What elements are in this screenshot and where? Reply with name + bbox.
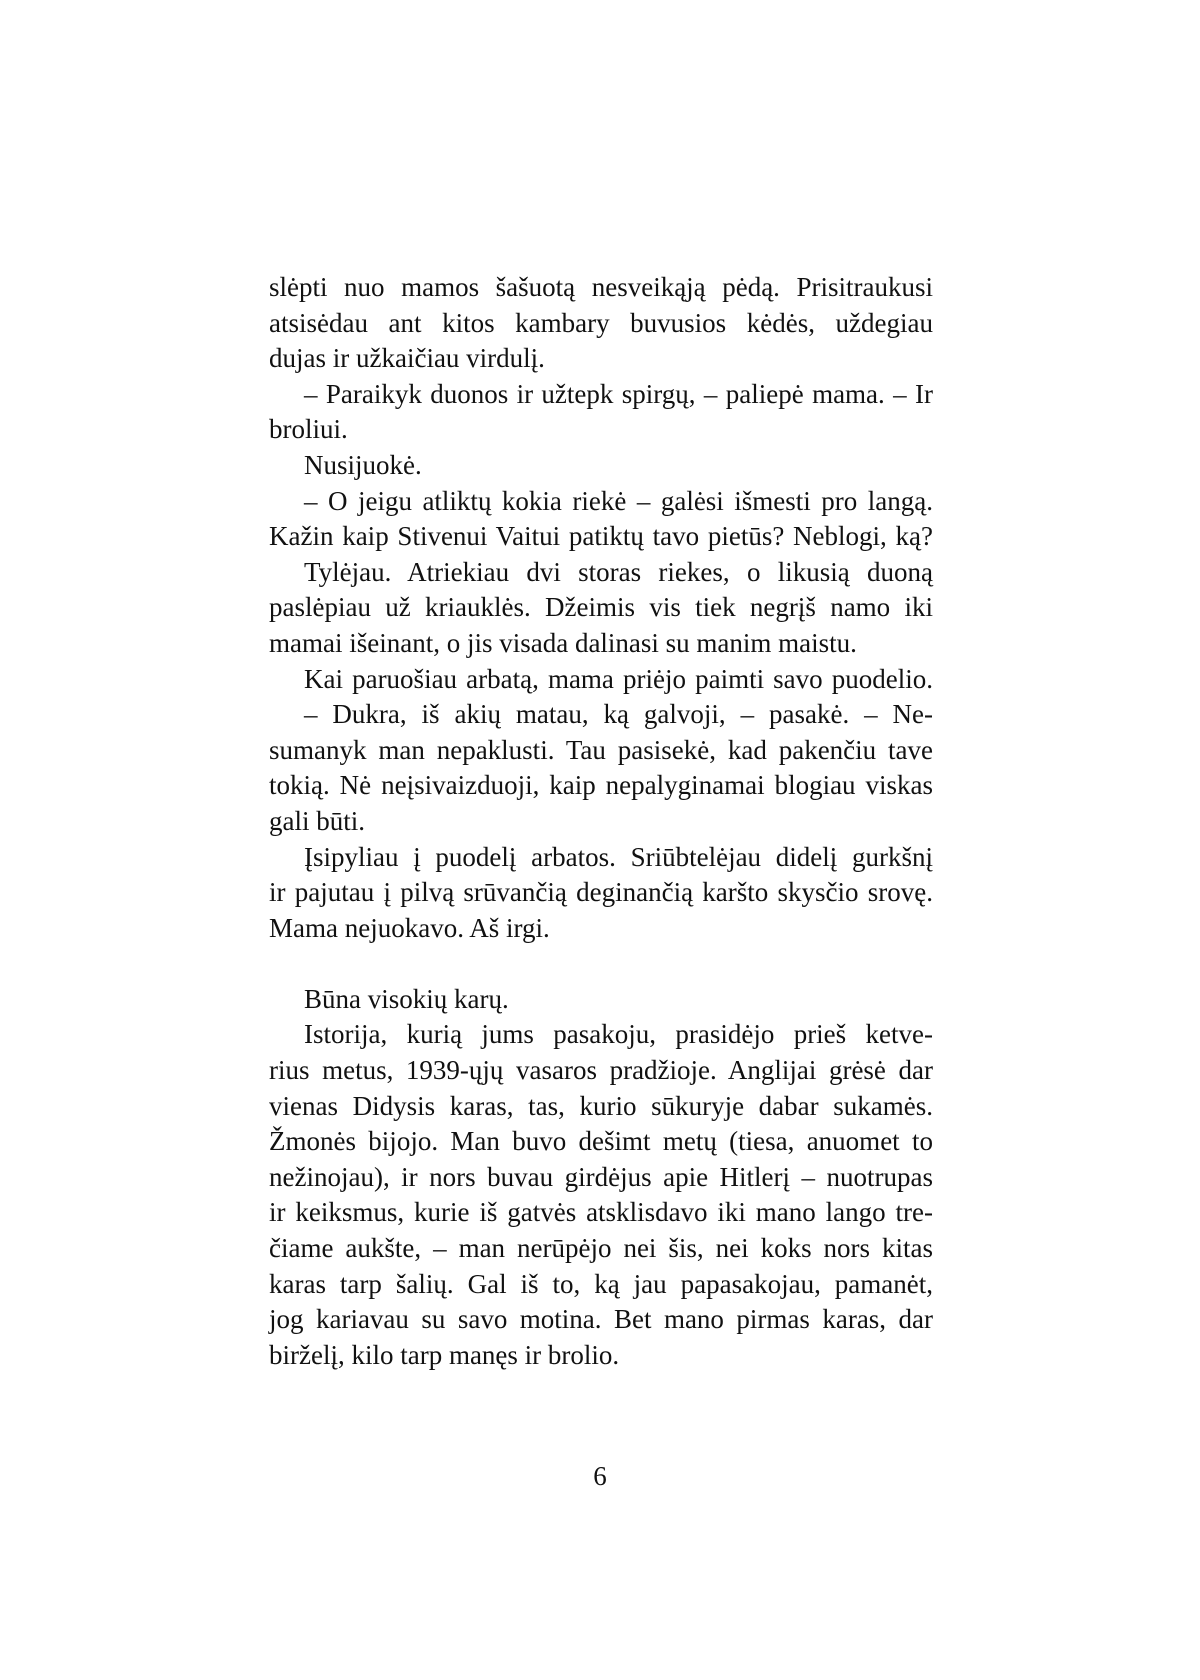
- text-line: gali būti.: [269, 805, 365, 836]
- text-line: Kažin kaip Stivenui Vaitui patiktų tavo pietūs? Neblogi, ką?: [269, 521, 933, 552]
- text-line: rius metus, 1939-ųjų vasaros pradžioje. Anglijai grėsė dar: [269, 1055, 933, 1086]
- text-line: broliui.: [269, 414, 348, 445]
- text-line: jog kariavau su savo motina. Bet mano pirmas karas, dar: [269, 1304, 933, 1335]
- text-line: dujas ir užkaičiau virdulį.: [269, 343, 545, 374]
- text-line: Žmonės bijojo. Man buvo dešimt metų (tiesa, anuomet to: [269, 1126, 933, 1157]
- text-line: sumanyk man nepaklusti. Tau pasisekė, kad pakenčiu tave: [269, 734, 933, 765]
- text-line: Tylėjau. Atriekiau dvi storas riekes, o likusią duoną: [304, 556, 933, 587]
- text-line: Įsipyliau į puodelį arbatos. Sriūbtelėjau didelį gurkšnį: [304, 841, 933, 872]
- text-line: – O jeigu atliktų kokia riekė – galėsi išmesti pro langą.: [304, 485, 933, 516]
- text-line: karas tarp šalių. Gal iš to, ką jau papasakojau, pamanėt,: [269, 1268, 933, 1299]
- text-line: vienas Didysis karas, tas, kurio sūkuryje dabar sukamės.: [269, 1090, 933, 1121]
- text-line: – Dukra, iš akių matau, ką galvoji, – pasakė. – Ne-: [304, 699, 933, 730]
- body-text: [269, 270, 933, 1373]
- text-line: ir pajutau į pilvą srūvančią deginančią karšto skysčio srovę.: [269, 877, 933, 908]
- text-line: – Paraikyk duonos ir užtepk spirgų, – paliepė mama. – Ir: [304, 378, 933, 409]
- text-line: birželį, kilo tarp manęs ir brolio.: [269, 1339, 620, 1370]
- text-line: Nusijuokė.: [304, 449, 422, 480]
- text-line: paslėpiau už kriauklės. Džeimis vis tiek negrįš namo iki: [269, 592, 933, 623]
- text-line: atsisėdau ant kitos kambary buvusios kėdės, uždegiau: [269, 307, 933, 338]
- text-line: mamai išeinant, o jis visada dalinasi su manim maistu.: [269, 627, 857, 658]
- text-line: nežinojau), ir nors buvau girdėjus apie Hitlerį – nuotrupas: [269, 1161, 933, 1192]
- text-line: Kai paruošiau arbatą, mama priėjo paimti savo puodelio.: [304, 663, 933, 694]
- text-line: čiame aukšte, – man nerūpėjo nei šis, nei koks nors kitas: [269, 1233, 933, 1264]
- section-break: [269, 946, 933, 982]
- text-line: Būna visokių karų.: [304, 983, 509, 1014]
- text-line: ir keiksmus, kurie iš gatvės atsklisdavo iki mano lango tre-: [269, 1197, 933, 1228]
- page-number: 6: [593, 1461, 607, 1491]
- text-line: Mama nejuokavo. Aš irgi.: [269, 912, 550, 943]
- text-line: tokią. Nė neįsivaizduoji, kaip nepalyginamai blogiau viskas: [269, 770, 933, 801]
- text-line: Istorija, kurią jums pasakoju, prasidėjo prieš ketve-: [304, 1019, 933, 1050]
- text-line: slėpti nuo mamos šašuotą nesveikąją pėdą. Prisitraukusi: [269, 272, 933, 302]
